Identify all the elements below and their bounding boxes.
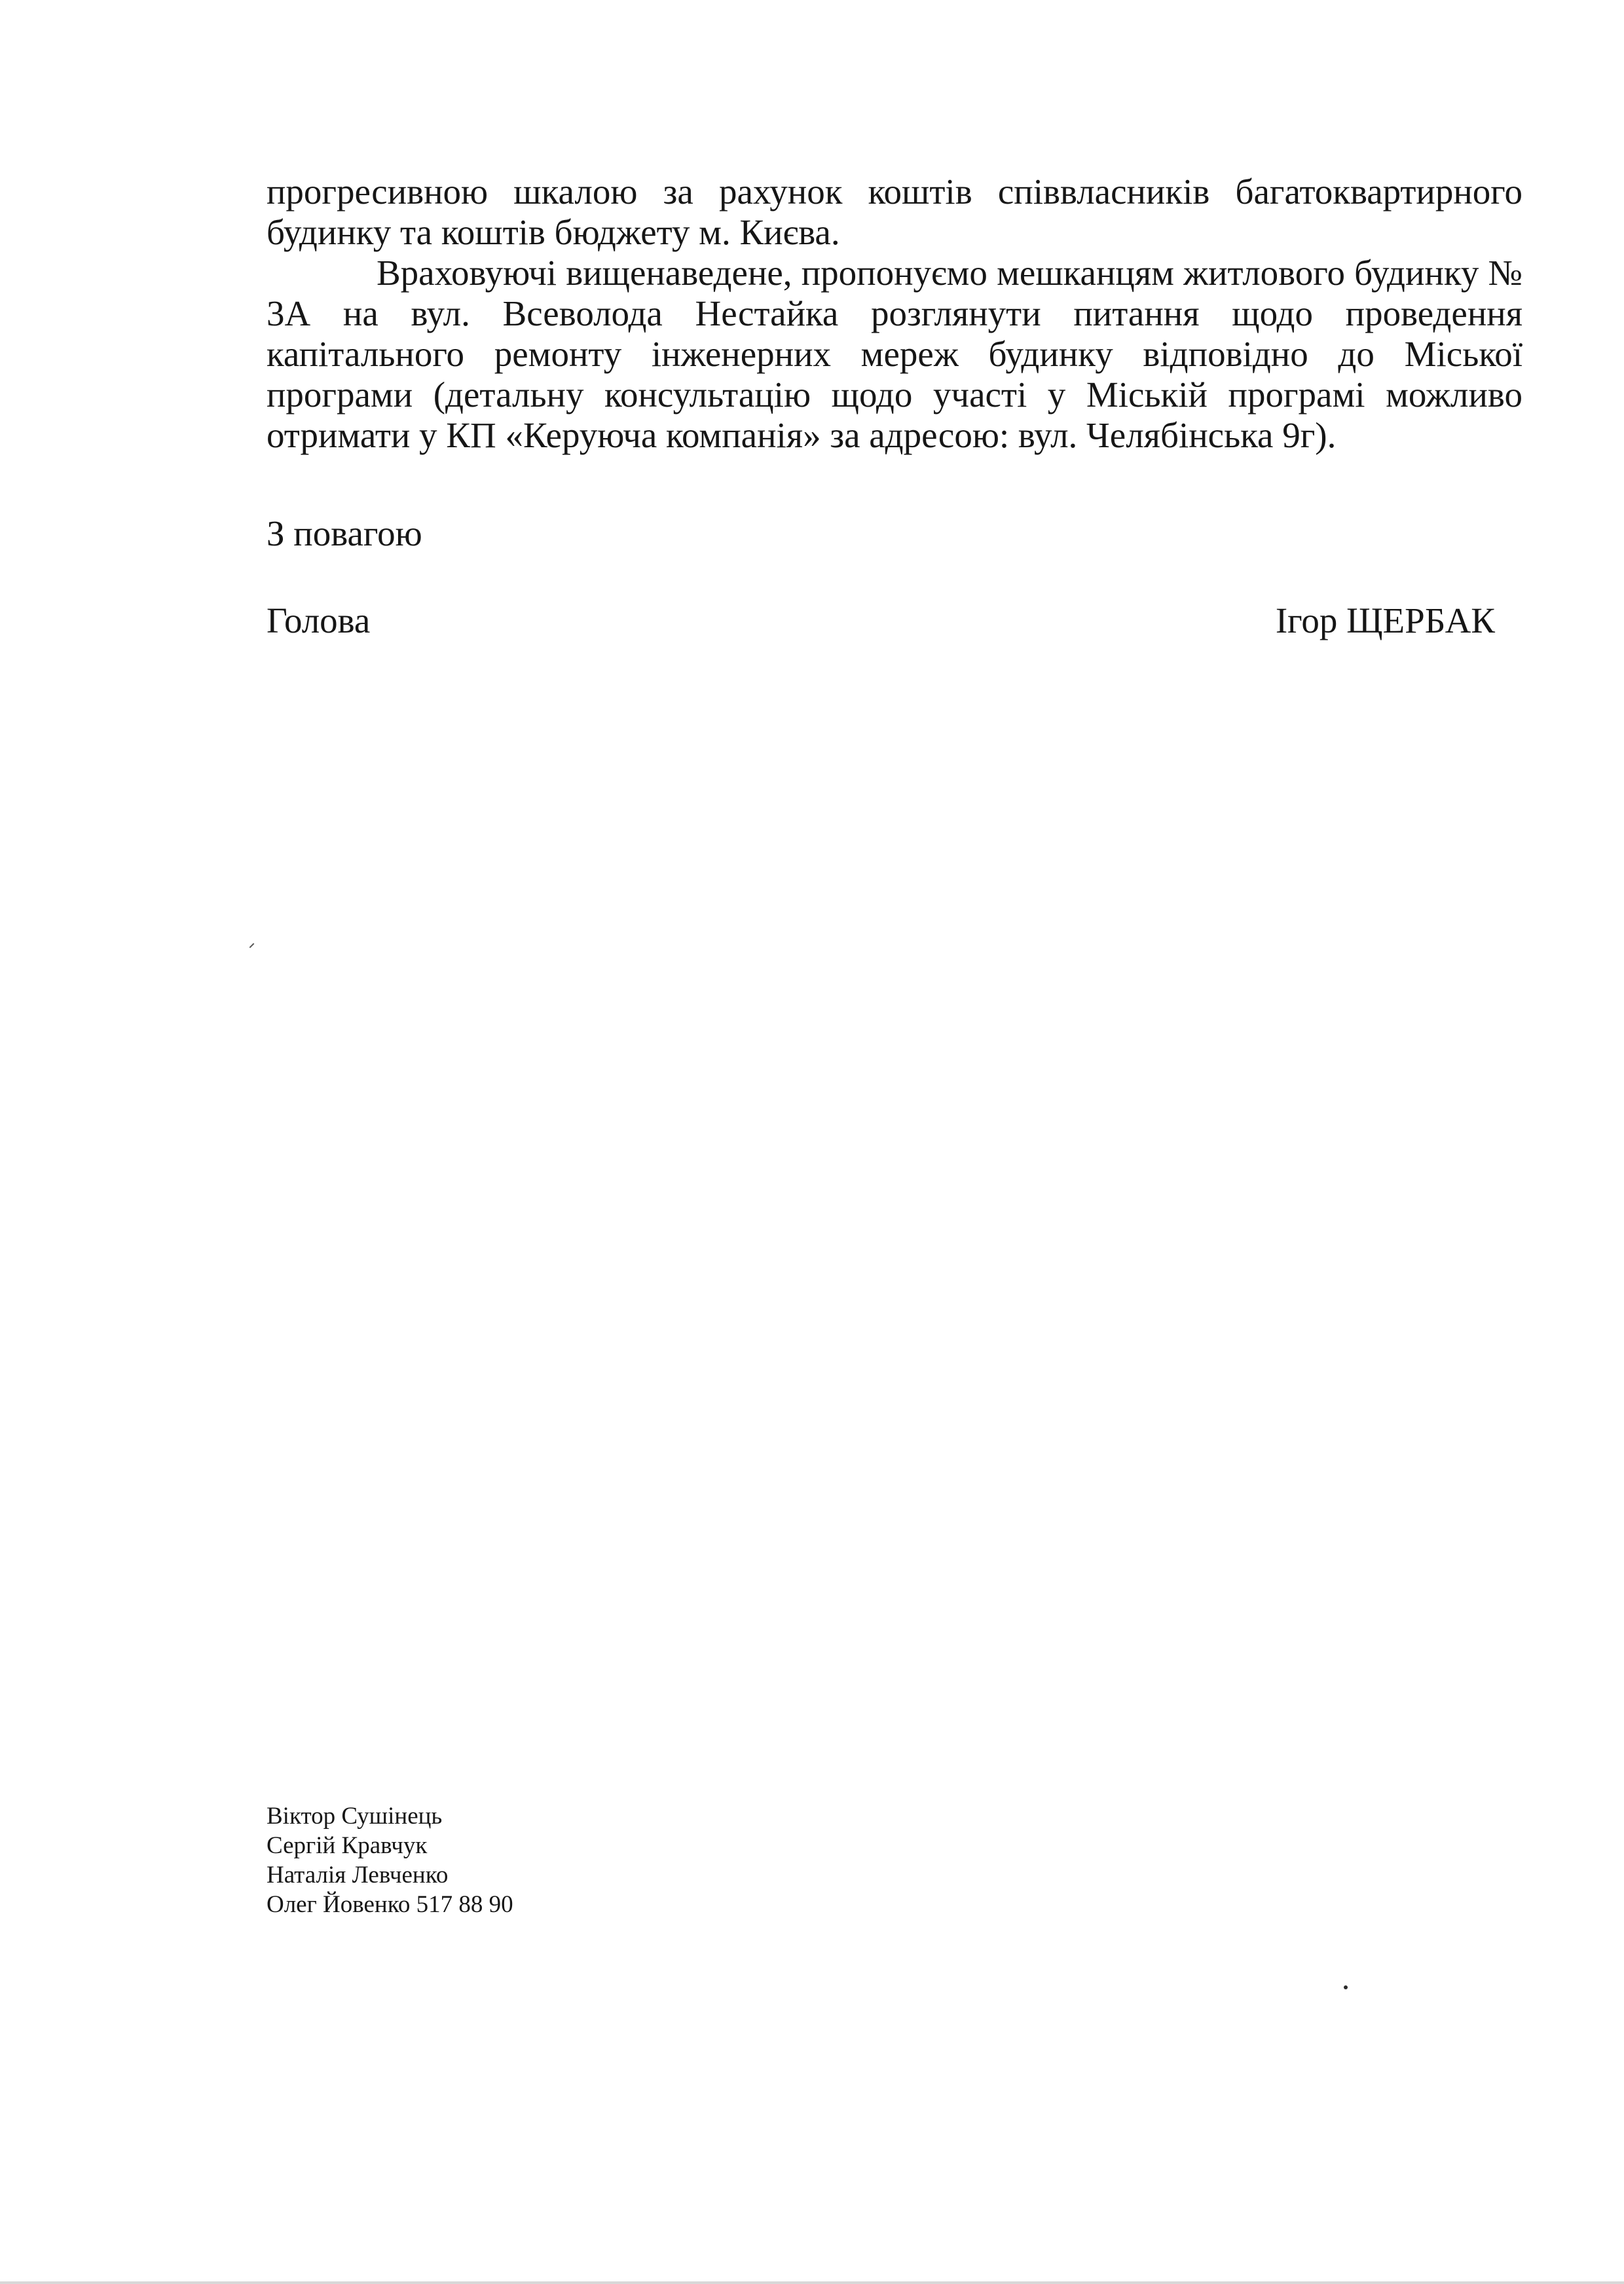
executors-list bbox=[267, 1801, 513, 1919]
signatory-position: Голова bbox=[267, 600, 371, 640]
executor-name: Сергій Кравчук bbox=[267, 1832, 428, 1859]
executor-name: Віктор Сушінець bbox=[267, 1803, 443, 1830]
signatory-name: Ігор ЩЕРБАК bbox=[1275, 600, 1495, 640]
executor-name-phone: Олег Йовенко 517 88 90 bbox=[267, 1891, 513, 1918]
executor-name: Наталія Левченко bbox=[267, 1862, 449, 1888]
scan-edge bbox=[0, 2281, 1624, 2284]
closing-phrase: З повагою bbox=[267, 513, 422, 553]
scan-speck bbox=[1344, 1985, 1348, 1989]
scan-mark bbox=[249, 943, 255, 948]
letter-body bbox=[267, 172, 1522, 456]
body-paragraph-1: прогресивною шкалою за рахунок коштів співвласників багатоквартирного будинку та коштів бюджету м. Києва. bbox=[267, 172, 1522, 252]
body-paragraph-2: Враховуючі вищенаведене, пропонуємо мешканцям житлового будинку № 3А на вул. Всеволода Нестайка розглянути питання щодо проведення капітального ремонту інженерних мереж будинку відповідно до Міської програми (детальну консультацію щодо участі у Міській програмі можливо отримати у КП «Керуюча компанія» за адресою: вул. Челябінська 9г). bbox=[267, 253, 1522, 455]
